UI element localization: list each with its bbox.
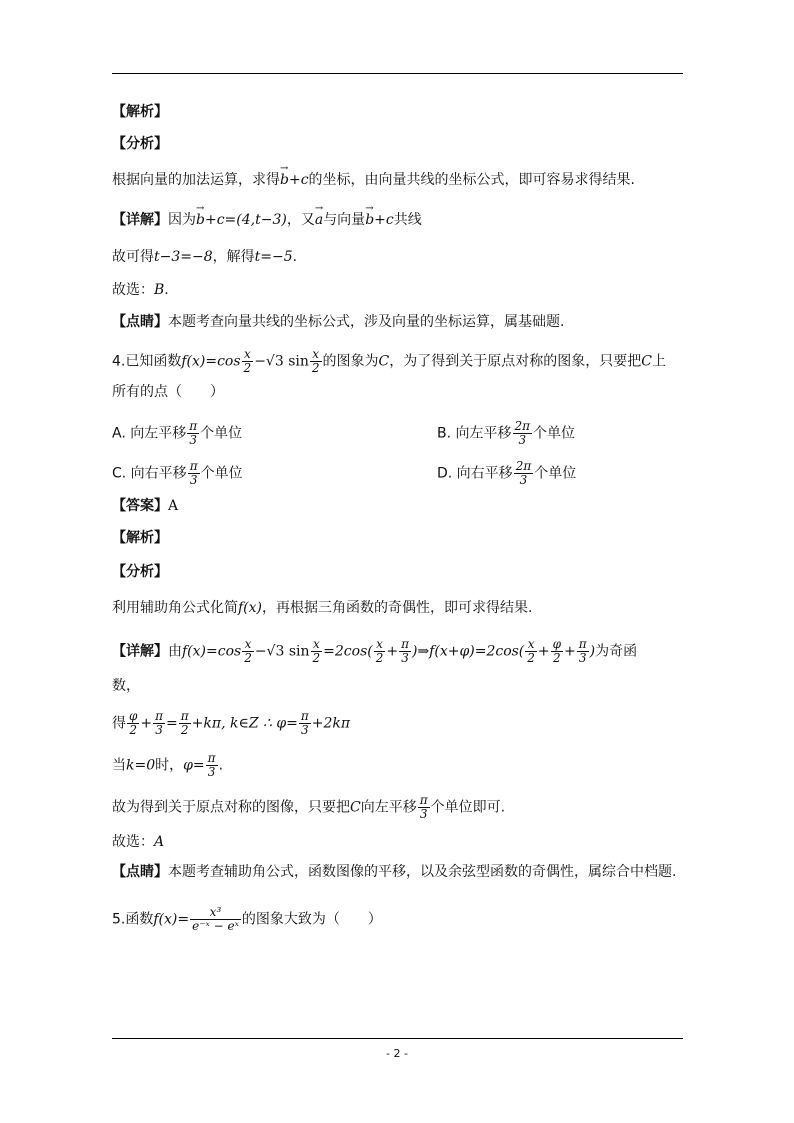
option-a[interactable]: A. 向左平移 $\frac{\pi}{3}$ 个单位 bbox=[112, 419, 243, 447]
heading-jiexi: 【解析】 bbox=[112, 104, 168, 120]
q3-choice: 故选：B. bbox=[112, 282, 169, 298]
page-number: - 2 - bbox=[386, 1047, 408, 1060]
q4-detail-line3: 得 $\frac{\varphi}{2}$ + $\frac{\pi}{3}$ = $\frac{\pi}{2}$ +kπ, k∈Z ∴ φ= $\frac{\pi}{3}$ +2kπ bbox=[112, 709, 351, 737]
q4-fenxi-text: 利用辅助角公式化简f(x)，再根据三角函数的奇偶性，即可求得结果. bbox=[112, 600, 533, 616]
q4-heading-fenxi: 【分析】 bbox=[112, 564, 168, 580]
q4-answer: 【答案】A bbox=[112, 498, 179, 514]
q3-solve: 故可得t−3=−8，解得t=−5. bbox=[112, 249, 298, 265]
q4-stem: 4.已知函数f(x)=cos $\frac{x}{2}$ −√3 sin $\frac{x}{2}$ 的图象为C，为了得到关于原点对称的图象，只要把C上 bbox=[112, 347, 666, 375]
heading-fenxi: 【分析】 bbox=[112, 136, 168, 152]
header-rule bbox=[112, 73, 683, 74]
footer-rule bbox=[112, 1038, 683, 1039]
vector-b-plus-c: → b+c bbox=[280, 170, 309, 190]
q3-comment: 【点睛】本题考查向量共线的坐标公式，涉及向量的坐标运算，属基础题. bbox=[112, 314, 565, 330]
q3-fenxi-text: 根据向量的加法运算，求得→ b+c的坐标，由向量共线的坐标公式，即可容易求得结果. bbox=[112, 170, 635, 190]
option-d[interactable]: D. 向右平移 $\frac{2\pi}{3}$ 个单位 bbox=[437, 459, 577, 487]
q4-result: 故为得到关于原点对称的图像，只要把C向左平移 $\frac{\pi}{3}$ 个单位即可. bbox=[112, 793, 506, 821]
q4-stem-line2: 所有的点（ ） bbox=[112, 384, 224, 400]
q4-detail-line2: 数， bbox=[112, 678, 140, 694]
q5-stem: 5.函数f(x)= $\frac{\text{x³}}{\text{e⁻ˣ − eˣ}}$ 的图象大致为（ ） bbox=[112, 905, 382, 933]
q4-choice: 故选：A bbox=[112, 834, 165, 850]
q3-detail: 【详解】因为→ b+c=(4,t−3)，又→ a与向量→ b+c共线 bbox=[112, 210, 422, 230]
option-b[interactable]: B. 向左平移 $\frac{2\pi}{3}$ 个单位 bbox=[437, 419, 576, 447]
q4-heading-jiexi: 【解析】 bbox=[112, 530, 168, 546]
option-c[interactable]: C. 向右平移 $\frac{\pi}{3}$ 个单位 bbox=[112, 459, 243, 487]
q4-when: 当k=0时，φ= $\frac{\pi}{3}$ . bbox=[112, 751, 224, 779]
q4-comment: 【点睛】本题考查辅助角公式，函数图像的平移，以及余弦型函数的奇偶性，属综合中档题. bbox=[112, 864, 677, 880]
q4-detail: 【详解】由f(x)=cos $\frac{x}{2}$ −√3 sin $\frac{x}{2}$ =2cos( $\frac{x}{2}$ + $\frac{\pi}{3}$ )⇒f(x+φ)=2cos( $\frac{x}{2}$ + $\frac{\varphi}{2}$ + $\frac{\pi}{3}$ )为奇函 bbox=[112, 637, 638, 665]
